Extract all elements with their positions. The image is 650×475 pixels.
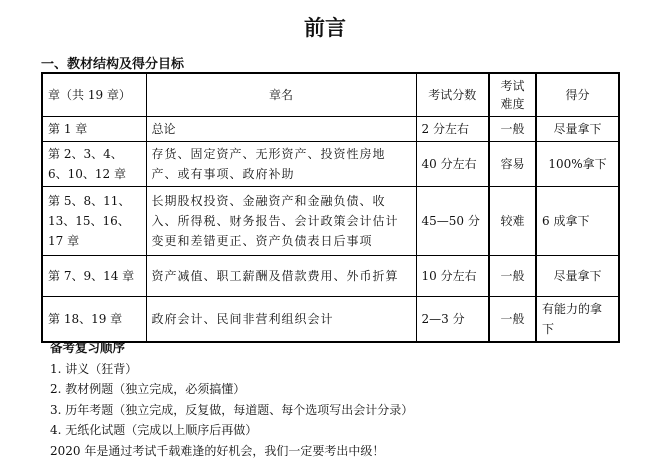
cell-difficulty: 一般 — [489, 255, 536, 296]
cell-name: 资产减值、职工薪酬及借款费用、外币折算 — [146, 255, 416, 296]
cell-difficulty: 容易 — [489, 141, 536, 186]
header-name: 章名 — [146, 73, 416, 116]
cell-score: 2—3 分 — [416, 296, 489, 342]
section-heading: 一、教材结构及得分目标 — [41, 57, 185, 72]
cell-chapter: 第 7、9、14 章 — [42, 255, 146, 296]
header-score: 考试分数 — [416, 73, 489, 116]
cell-difficulty: 一般 — [489, 116, 536, 141]
cell-chapter: 第 18、19 章 — [42, 296, 146, 342]
table-row — [42, 296, 619, 342]
header-difficulty — [489, 73, 536, 116]
closing-statement: 2020 年是通过考试千载难逢的好机会，我们一定要考出中级！ — [50, 443, 385, 458]
header-chapter: 章（共 19 章） — [42, 73, 146, 116]
review-heading: 备考复习顺序 — [50, 340, 126, 355]
cell-chapter: 第 1 章 — [42, 116, 146, 141]
cell-chapter: 第 2、3、4、6、10、12 章 — [42, 141, 146, 186]
header-difficulty-line2: 难度 — [500, 96, 525, 111]
cell-score: 10 分左右 — [416, 255, 489, 296]
review-item: 3. 历年考题（独立完成，反复做，每道题、每个选项写出会计分录） — [50, 402, 414, 417]
table-row — [42, 116, 619, 141]
cell-difficulty: 较难 — [489, 186, 536, 255]
chapter-table — [41, 72, 620, 343]
cell-name: 政府会计、民间非营利组织会计 — [146, 296, 416, 342]
cell-difficulty: 一般 — [489, 296, 536, 342]
review-item: 4. 无纸化试题（完成以上顺序后再做） — [50, 423, 258, 437]
cell-score: 40 分左右 — [416, 141, 489, 186]
cell-target: 尽量拿下 — [536, 116, 619, 141]
table-header-row — [42, 73, 619, 116]
cell-target: 6 成拿下 — [536, 186, 619, 255]
review-item: 1. 讲义（狂背） — [50, 361, 138, 376]
cell-score: 2 分左右 — [416, 116, 489, 141]
table-row — [42, 141, 619, 186]
page-title: 前言 — [304, 16, 346, 40]
cell-target: 100%拿下 — [536, 141, 619, 186]
review-order-section — [50, 338, 413, 461]
cell-score: 45—50 分 — [416, 186, 489, 255]
cell-target: 尽量拿下 — [536, 255, 619, 296]
table-row — [42, 186, 619, 255]
table-row — [42, 255, 619, 296]
cell-name: 总论 — [146, 116, 416, 141]
cell-name: 长期股权投资、金融资产和金融负债、收入、所得税、财务报告、会计政策会计估计变更和差错更正、资产负债表日后事项 — [146, 186, 416, 255]
cell-target: 有能力的拿下 — [536, 296, 619, 342]
header-difficulty-line1: 考试 — [500, 78, 525, 93]
review-item: 2. 教材例题（独立完成，必须搞懂） — [50, 382, 246, 396]
cell-name: 存货、固定资产、无形资产、投资性房地产、或有事项、政府补助 — [146, 141, 416, 186]
cell-chapter: 第 5、8、11、13、15、16、17 章 — [42, 186, 146, 255]
header-target: 得分 — [536, 73, 619, 116]
